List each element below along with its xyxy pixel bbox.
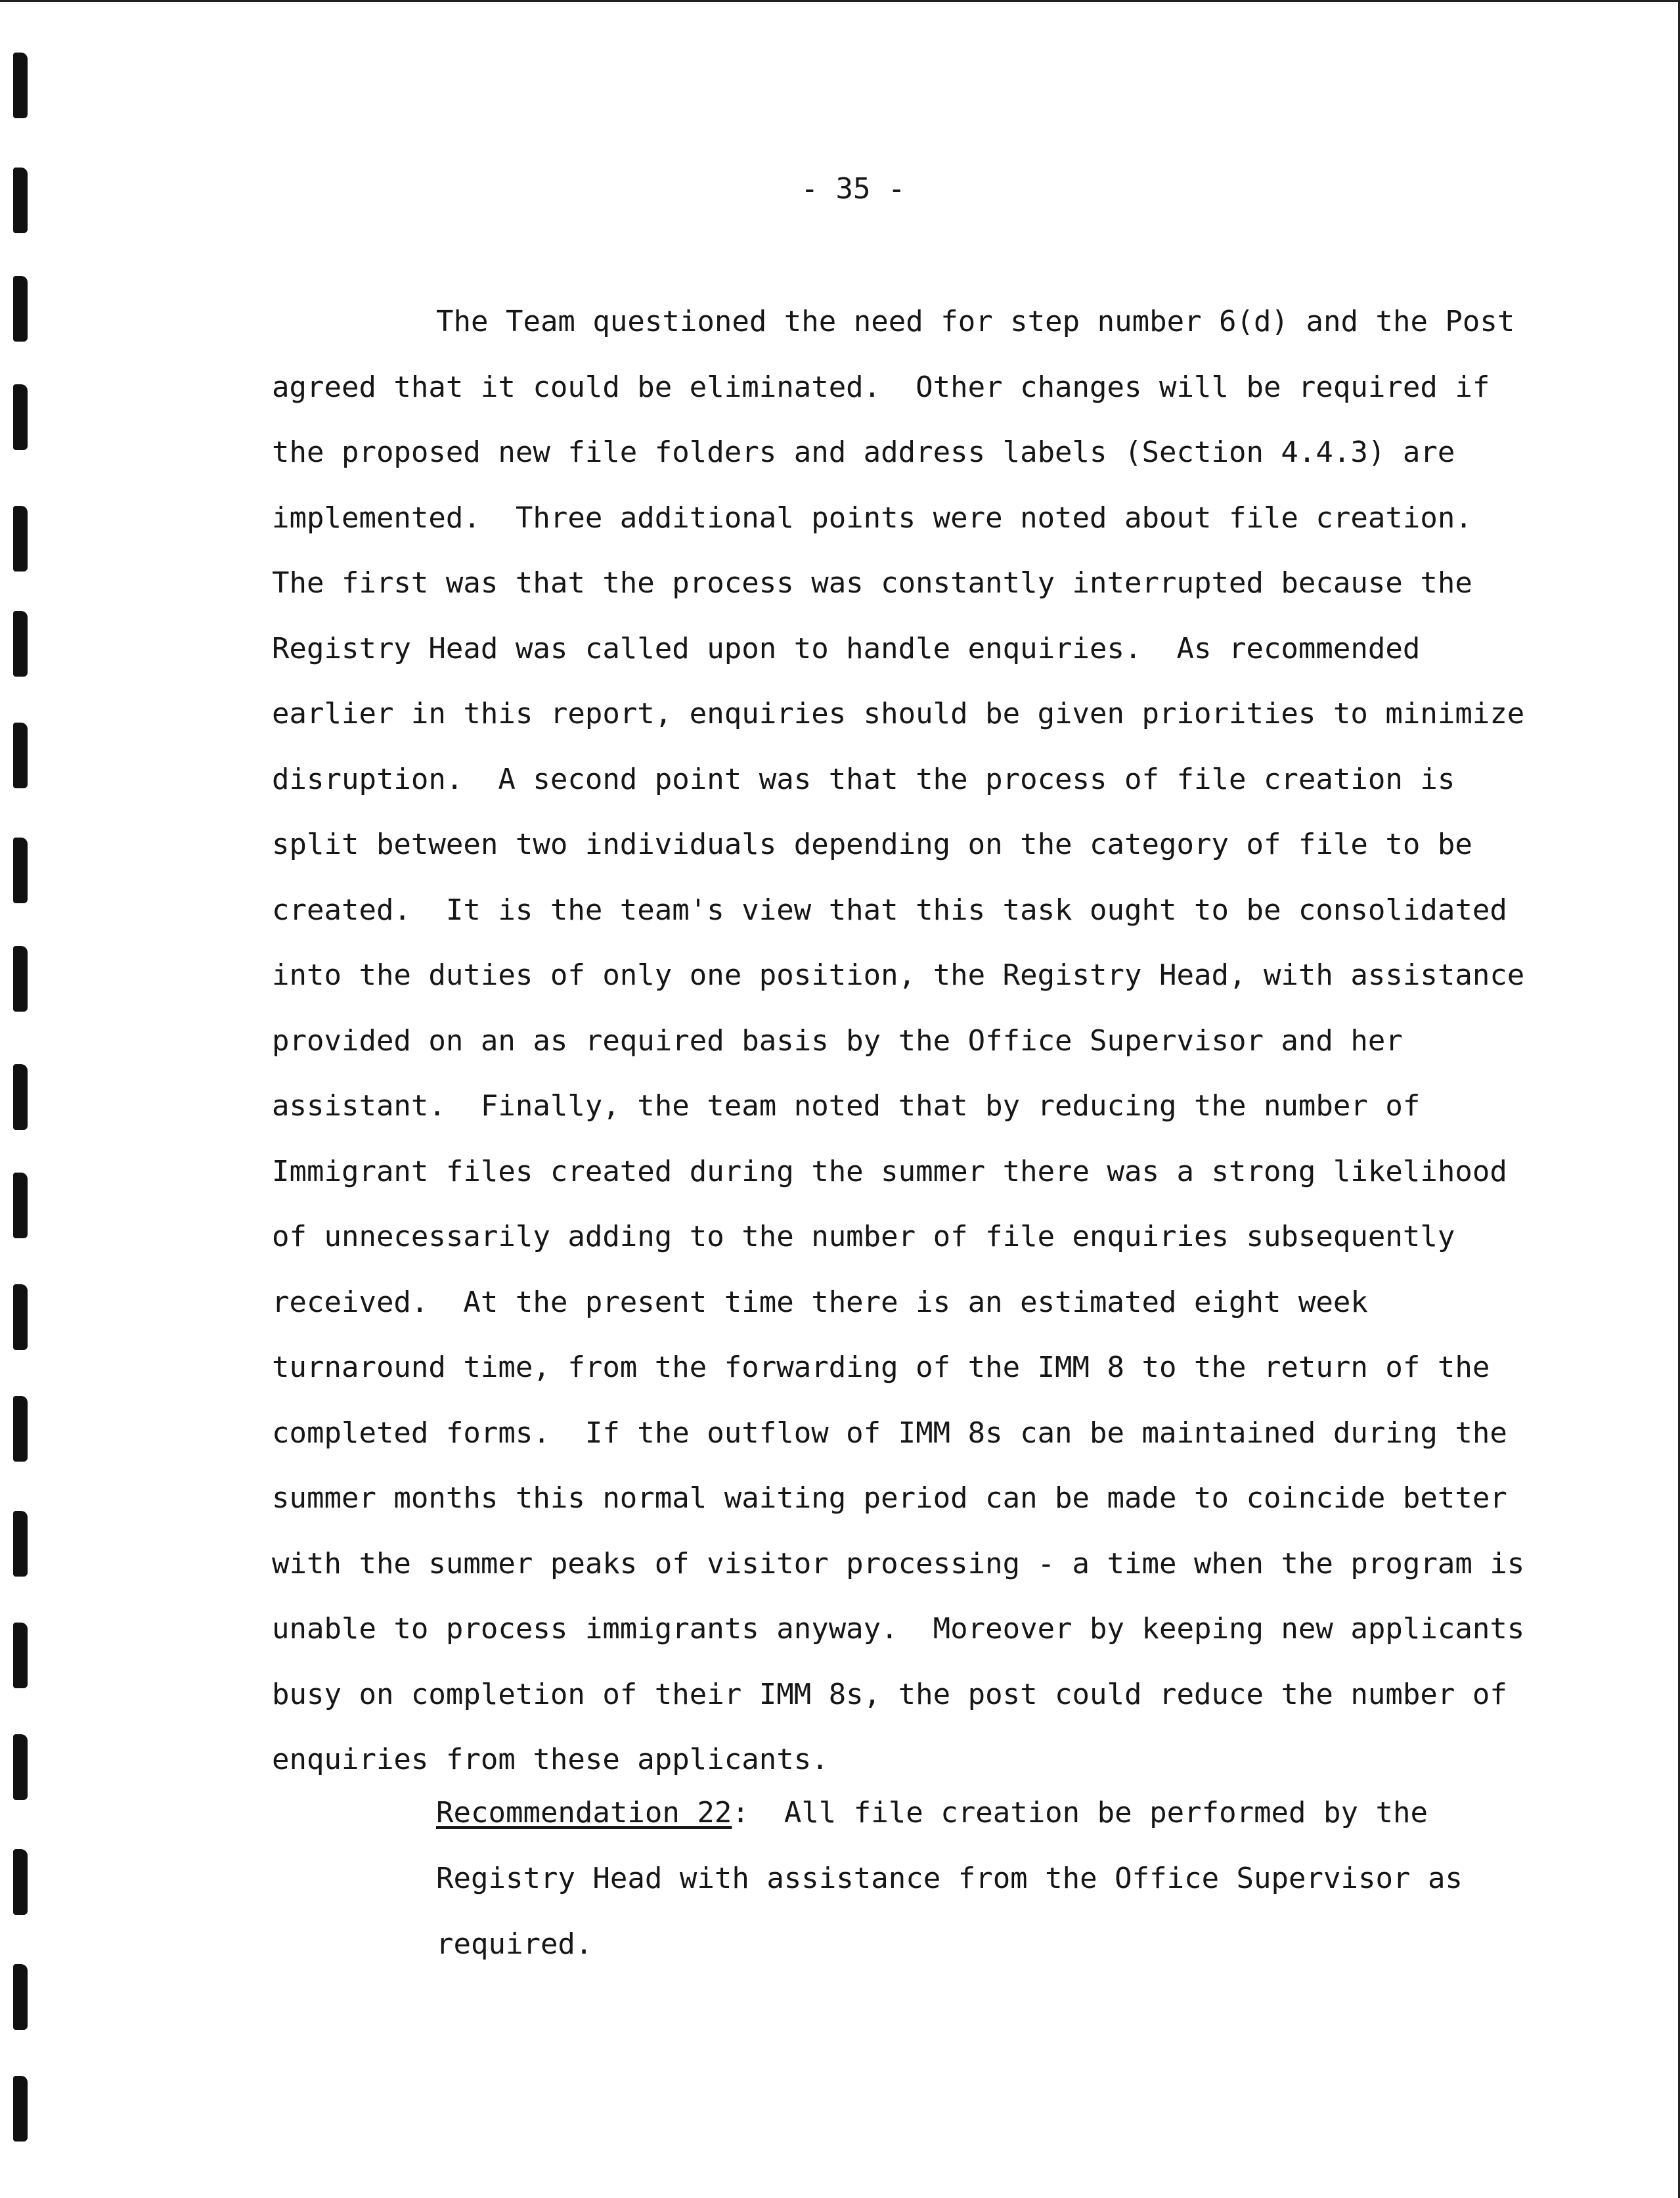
punch-hole [13,1623,28,1688]
paragraph-line: implemented. Three additional points were noted about file creation. [272,501,1472,535]
punch-hole [13,1396,28,1462]
paragraph-line: provided on an as required basis by the Office Supervisor and her [272,1023,1403,1058]
punch-hole [13,2076,28,2142]
paragraph-line: the proposed new file folders and address labels (Section 4.4.3) are [272,436,1455,469]
punch-hole [13,723,28,788]
paragraph-line: of unnecessarily adding to the number of file enquiries subsequently [272,1220,1455,1253]
recommendation-separator: : [732,1796,784,1829]
recommendation-line [436,1793,1461,1859]
recommendation-label: Recommendation 22 [436,1796,732,1829]
paragraph-line: assistant. Finally, the team noted that by reducing the number of [272,1089,1421,1123]
paragraph-line: earlier in this report, enquiries should be given priorities to minimize [272,697,1525,730]
punch-hole [13,1284,28,1350]
page-border-top [0,0,1680,2]
punch-hole [13,1849,28,1915]
paragraph-line: created. It is the team's view that this task ought to be consolidated [272,893,1507,927]
body-paragraph [272,302,1525,1806]
paragraph-line: unable to process immigrants anyway. Moreover by keeping new applicants [272,1612,1525,1646]
punch-hole [13,838,28,903]
paragraph-line: busy on completion of their IMM 8s, the post could reduce the number of [272,1677,1507,1711]
punch-hole [13,946,28,1012]
paragraph-line: Immigrant files created during the summer there was a strong likelihood [272,1154,1507,1188]
paragraph-line: enquiries from these applicants. [272,1743,829,1776]
punch-hole [13,1964,28,2030]
recommendation-line: required. [436,1927,593,1961]
punch-hole [13,506,28,572]
paragraph-line: split between two individuals depending on the category of file to be [272,828,1472,861]
page-number: - 35 - [801,172,906,206]
paragraph-line: turnaround time, from the forwarding of the IMM 8 to the return of the [272,1351,1490,1384]
paragraph-line: with the summer peaks of visitor processing - a time when the program is [272,1546,1525,1581]
recommendation-text: All file creation be performed by the [784,1796,1428,1829]
paragraph-line: The first was that the process was constantly interrupted because the [272,566,1472,600]
paragraph-line: received. At the present time there is an estimated eight week [272,1285,1368,1319]
punch-hole [13,611,28,677]
punch-hole [13,276,28,342]
paragraph-line: into the duties of only one position, the Registry Head, with assistance [272,958,1525,992]
punch-hole [13,1064,28,1130]
paragraph-line: agreed that it could be eliminated. Other changes will be required if [272,370,1490,404]
paragraph-line: summer months this normal waiting period can be made to coincide better [272,1481,1507,1515]
recommendation-line: Registry Head with assistance from the Office Supervisor as [436,1862,1463,1895]
paragraph-line: The Team questioned the need for step number 6(d) and the Post [436,305,1515,338]
paragraph-line: disruption. A second point was that the process of file creation is [272,762,1455,796]
punch-hole [13,53,28,118]
punch-hole [13,1734,28,1800]
punch-hole [13,1511,28,1577]
paragraph-line: completed forms. If the outflow of IMM 8s can be maintained during the [272,1416,1507,1450]
paragraph-line: Registry Head was called upon to handle enquiries. As recommended [272,631,1421,665]
punch-hole [13,1173,28,1238]
punch-hole [13,384,28,450]
recommendation-block [436,1793,1461,1990]
